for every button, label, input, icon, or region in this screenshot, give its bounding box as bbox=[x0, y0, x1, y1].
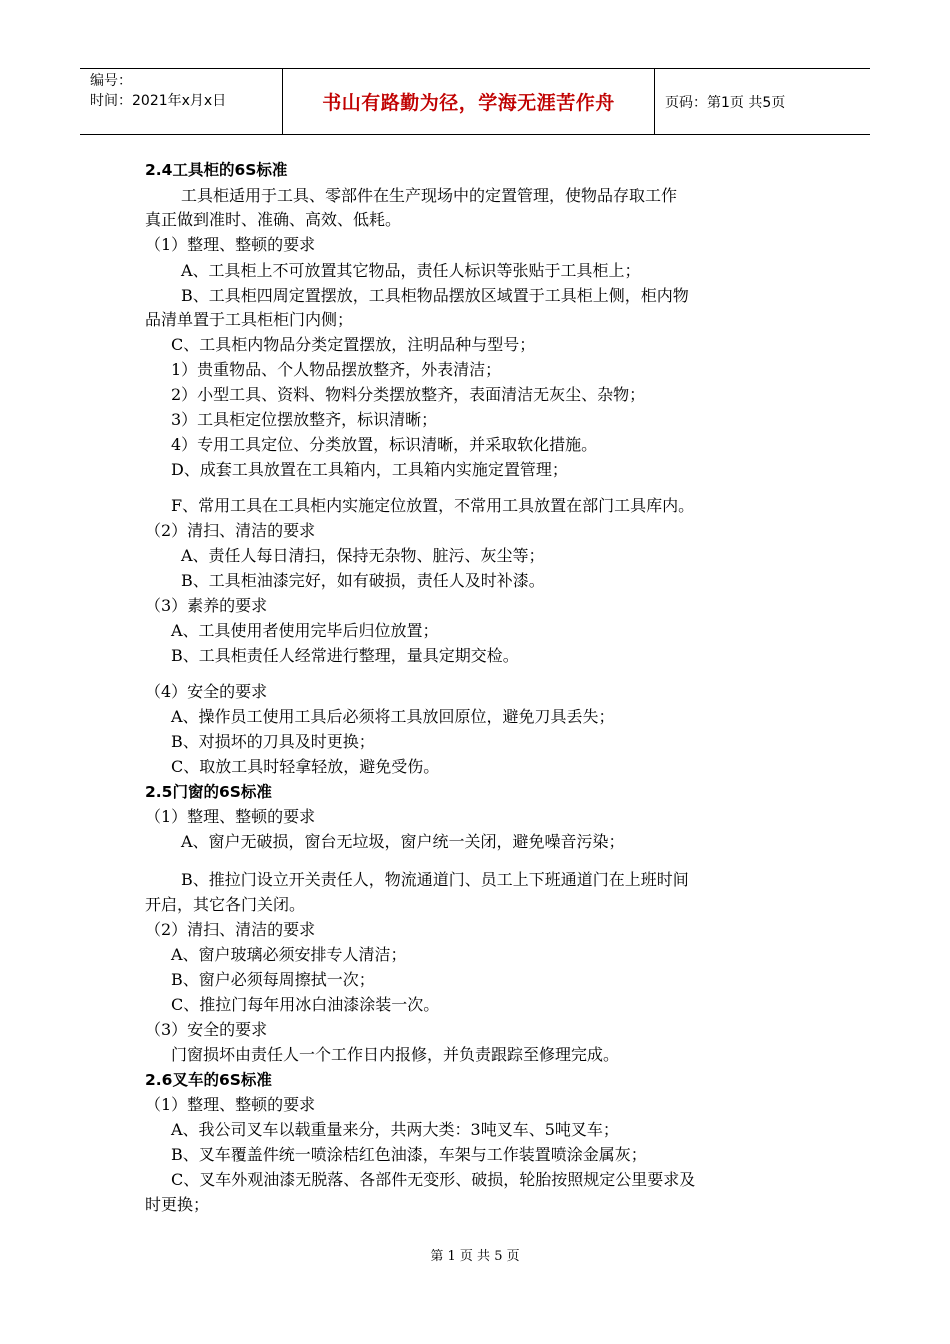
list-item: 1）贵重物品、个人物品摆放整齐，外表清洁； bbox=[171, 360, 502, 379]
list-item-continuation: 时更换； bbox=[145, 1195, 210, 1214]
list-item: B、叉车覆盖件统一喷涂桔红色油漆，车架与工作装置喷涂金属灰； bbox=[171, 1145, 647, 1164]
list-item: A、窗户玻璃必须安排专人清洁； bbox=[171, 945, 407, 964]
header-meta bbox=[80, 69, 283, 134]
list-item: B、推拉门设立开关责任人，物流通道门、员工上下班通道门在上班时间 bbox=[181, 870, 689, 889]
list-item: C、工具柜内物品分类定置摆放，注明品种与型号； bbox=[171, 335, 536, 354]
list-item: C、取放工具时轻拿轻放，避免受伤。 bbox=[171, 757, 440, 776]
paragraph-line: 工具柜适用于工具、零部件在生产现场中的定置管理，使物品存取工作 bbox=[181, 186, 678, 205]
list-item: 4）专用工具定位、分类放置，标识清晰，并采取软化措施。 bbox=[171, 435, 598, 454]
list-item: A、窗户无破损，窗台无垃圾，窗户统一关闭，避免噪音污染； bbox=[181, 832, 625, 851]
list-item: B、工具柜四周定置摆放，工具柜物品摆放区域置于工具柜上侧，柜内物 bbox=[181, 286, 689, 305]
subsection-heading: （3）素养的要求 bbox=[145, 596, 268, 615]
subsection-heading: （2）清扫、清洁的要求 bbox=[145, 521, 316, 540]
document-date: 时间：2021年x月x日 bbox=[90, 93, 227, 109]
list-item: A、责任人每日清扫，保持无杂物、脏污、灰尘等； bbox=[181, 546, 545, 565]
subsection-heading: （1）整理、整顿的要求 bbox=[145, 807, 316, 826]
subsection-heading: （4）安全的要求 bbox=[145, 682, 268, 701]
list-item: A、工具使用者使用完毕后归位放置； bbox=[171, 621, 439, 640]
header-page-info: 页码：第1页 共5页 bbox=[665, 94, 786, 111]
paragraph-line: 门窗损坏由责任人一个工作日内报修，并负责跟踪至修理完成。 bbox=[171, 1045, 620, 1064]
list-item: B、对损坏的刀具及时更换； bbox=[171, 732, 375, 751]
subsection-heading: （1）整理、整顿的要求 bbox=[145, 1095, 316, 1114]
list-item: F、常用工具在工具柜内实施定位放置，不常用工具放置在部门工具库内。 bbox=[171, 496, 695, 515]
list-item: C、推拉门每年用冰白油漆涂装一次。 bbox=[171, 995, 440, 1014]
page-footer: 第 1 页 共 5 页 bbox=[430, 1249, 520, 1264]
section-heading: 2.6叉车的6S标准 bbox=[145, 1071, 272, 1089]
list-item: B、工具柜责任人经常进行整理，量具定期交检。 bbox=[171, 646, 519, 665]
list-item: B、工具柜油漆完好，如有破损，责任人及时补漆。 bbox=[181, 571, 545, 590]
list-item: 2）小型工具、资料、物料分类摆放整齐，表面清洁无灰尘、杂物； bbox=[171, 385, 646, 404]
list-item: A、工具柜上不可放置其它物品，责任人标识等张贴于工具柜上； bbox=[181, 261, 641, 280]
document-header bbox=[80, 68, 870, 135]
list-item: 3）工具柜定位摆放整齐，标识清晰； bbox=[171, 410, 438, 429]
list-item: A、我公司叉车以载重量来分，共两大类：3吨叉车、5吨叉车； bbox=[171, 1120, 619, 1139]
subsection-heading: （3）安全的要求 bbox=[145, 1020, 268, 1039]
list-item: B、窗户必须每周擦拭一次； bbox=[171, 970, 375, 989]
subsection-heading: （1）整理、整顿的要求 bbox=[145, 235, 316, 254]
list-item: D、成套工具放置在工具箱内，工具箱内实施定置管理； bbox=[171, 460, 568, 479]
section-heading: 2.5门窗的6S标准 bbox=[145, 783, 272, 801]
list-item: C、叉车外观油漆无脱落、各部件无变形、破损，轮胎按照规定公里要求及 bbox=[171, 1170, 696, 1189]
header-slogan: 书山有路勤为径，学海无涯苦作舟 bbox=[283, 69, 655, 134]
document-number-label: 编号： bbox=[90, 73, 132, 89]
list-item-continuation: 开启，其它各门关闭。 bbox=[145, 895, 306, 914]
list-item: A、操作员工使用工具后必须将工具放回原位，避免刀具丢失； bbox=[171, 707, 615, 726]
section-heading: 2.4工具柜的6S标准 bbox=[145, 161, 288, 179]
subsection-heading: （2）清扫、清洁的要求 bbox=[145, 920, 316, 939]
list-item-continuation: 品清单置于工具柜柜门内侧； bbox=[145, 310, 354, 329]
paragraph-line: 真正做到准时、准确、高效、低耗。 bbox=[145, 210, 402, 229]
